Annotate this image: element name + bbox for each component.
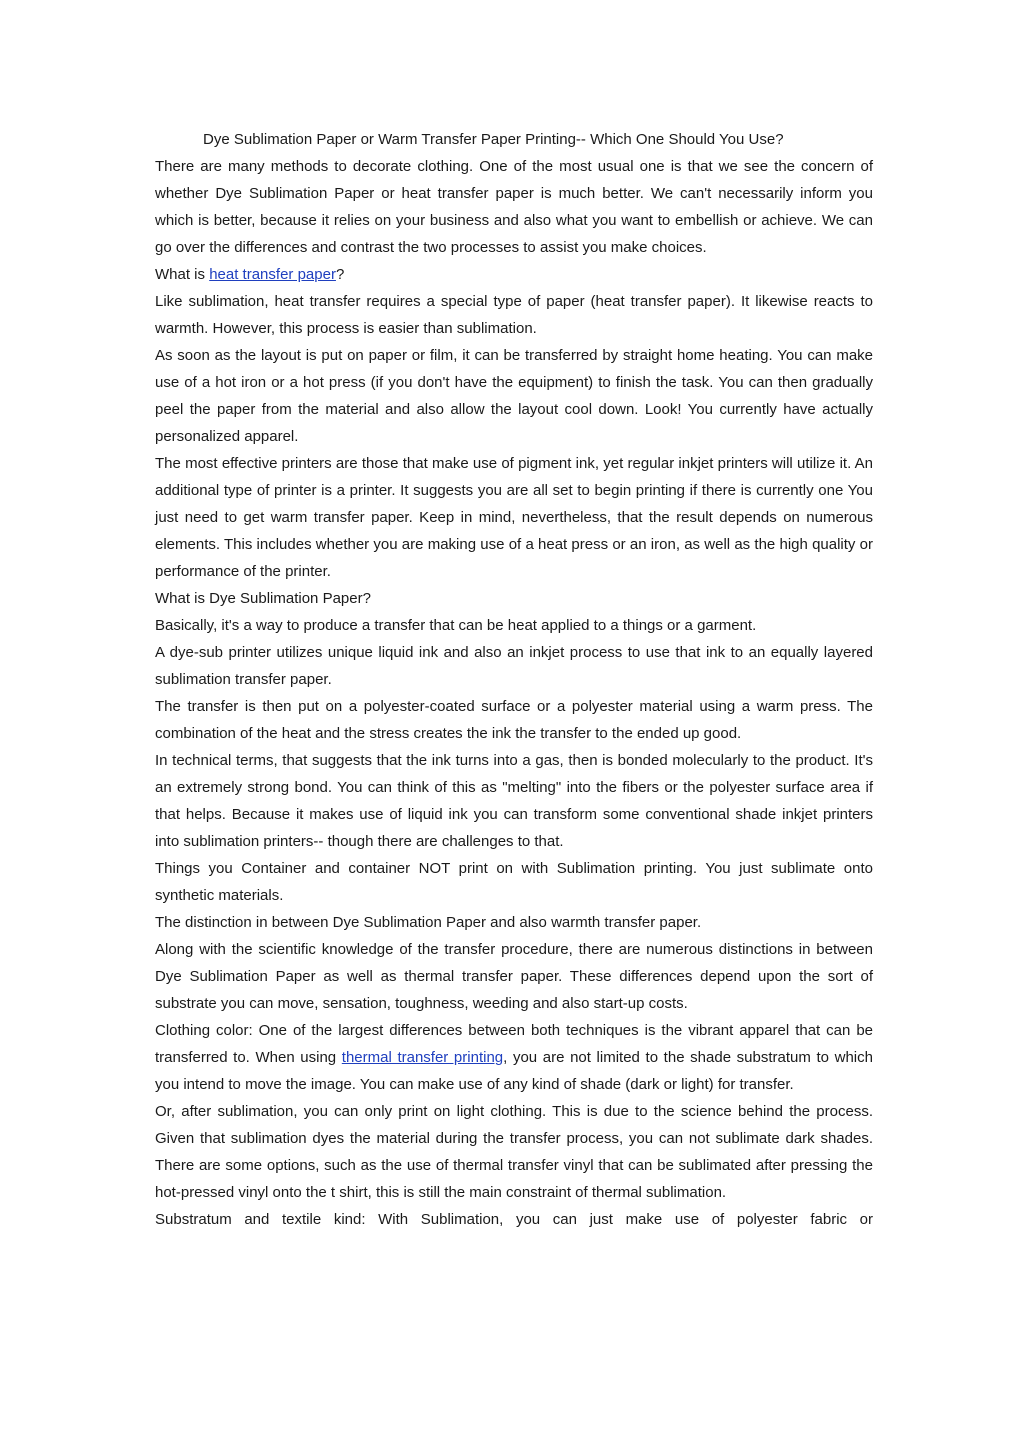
paragraph-11: Or, after sublimation, you can only print on light clothing. This is due to the science behind the process. Given that sublimation dyes the material during the transfer process, you can not sublimate dark shades. There are some options, such as the use of thermal transfer vinyl that can be sublimated after pressing the hot-pressed vinyl onto the t shirt, this is still the main constraint of thermal sublimation. [155, 1103, 873, 1201]
paragraph-6: The transfer is then put on a polyester-coated surface or a polyester material using a warm press. The combination of the heat and the stress creates the ink the transfer to the ended up good. [155, 698, 873, 742]
paragraph-10 [155, 1017, 873, 1098]
paragraph-8: Things you Container and container NOT print on with Sublimation printing. You just sublimate onto synthetic materials. [155, 860, 873, 904]
paragraph-7: In technical terms, that suggests that the ink turns into a gas, then is bonded molecularly to the product. It's an extremely strong bond. You can think of this as "melting" into the fibers or the polyester surface area if that helps. Because it makes use of liquid ink you can transform some conventional shade inkjet printers into sublimation printers-- though there are challenges to that. [155, 752, 873, 850]
thermal-transfer-printing-link[interactable]: thermal transfer printing [341, 1049, 504, 1066]
paragraph-10-suffix: , you are not limited to the shade substratum to which you intend to move the image. You can make use of any kind of shade (dark or light) for transfer. [155, 1049, 873, 1093]
document-title: Dye Sublimation Paper or Warm Transfer Paper Printing-- Which One Should You Use? [203, 131, 784, 148]
heat-transfer-paper-link[interactable]: heat transfer paper [209, 266, 336, 283]
heading-prefix: What is [155, 266, 210, 283]
intro-paragraph: There are many methods to decorate clothing. One of the most usual one is that we see the concern of whether Dye Sublimation Paper or heat transfer paper is much better. We can't necessarily inform you which is better, because it relies on your business and also what you want to embellish or achieve. We can go over the differences and contrast the two processes to assist you make choices. [155, 158, 873, 256]
paragraph-2: As soon as the layout is put on paper or film, it can be transferred by straight home heating. You can make use of a hot iron or a hot press (if you don't have the equipment) to finish the task. You can then gradually peel the paper from the material and also allow the layout cool down. Look! You currently have actually personalized apparel. [155, 347, 873, 445]
paragraph-10-prefix: Clothing color: One of the largest differences between both techniques is the vibrant apparel that can be transferred to. When using [155, 1022, 873, 1066]
paragraph-1: Like sublimation, heat transfer requires a special type of paper (heat transfer paper). It likewise reacts to warmth. However, this process is easier than sublimation. [155, 293, 873, 337]
heading-dye-sublimation: What is Dye Sublimation Paper? [155, 590, 371, 607]
paragraph-9: Along with the scientific knowledge of the transfer procedure, there are numerous distinctions in between Dye Sublimation Paper as well as thermal transfer paper. These differences depend upon the sort of substrate you can move, sensation, toughness, weeding and also start-up costs. [155, 941, 873, 1012]
paragraph-4: Basically, it's a way to produce a transfer that can be heat applied to a things or a garment. [155, 617, 757, 634]
document-page [155, 126, 873, 1233]
paragraph-3: The most effective printers are those that make use of pigment ink, yet regular inkjet printers will utilize it. An additional type of printer is a printer. It suggests you are all set to begin printing if there is currently one You just need to get warm transfer paper. Keep in mind, nevertheless, that the result depends on numerous elements. This includes whether you are making use of a heat press or an iron, as well as the high quality or performance of the printer. [155, 455, 873, 580]
paragraph-5: A dye-sub printer utilizes unique liquid ink and also an inkjet process to use that ink to an equally layered sublimation transfer paper. [155, 644, 873, 688]
heading-heat-transfer [155, 261, 873, 288]
paragraph-12: Substratum and textile kind: With Sublimation, you can just make use of polyester fabric or [155, 1211, 873, 1228]
heading-distinction: The distinction in between Dye Sublimation Paper and also warmth transfer paper. [155, 914, 702, 931]
heading-suffix: ? [335, 266, 345, 283]
